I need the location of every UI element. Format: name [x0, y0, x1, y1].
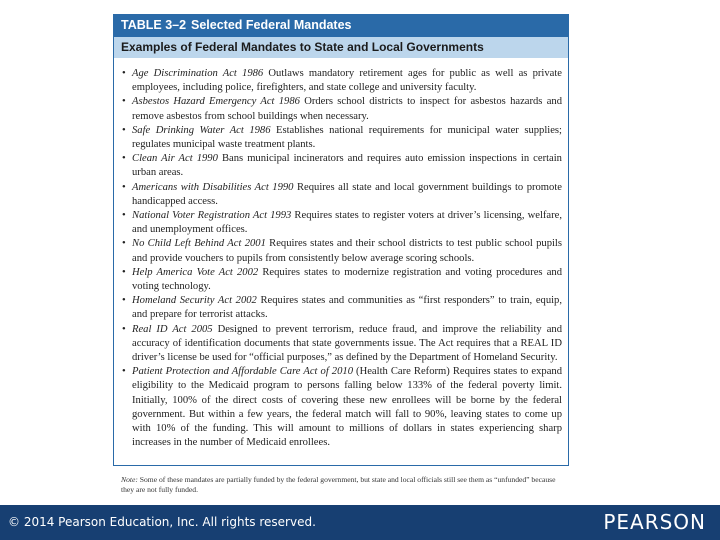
act-name: Clean Air Act 1990 — [132, 153, 218, 165]
act-name: Age Discrimination Act 1986 — [132, 68, 264, 79]
list-item — [122, 266, 562, 294]
note-label: Note: — [121, 475, 138, 484]
bullet-icon: • — [122, 266, 126, 278]
act-name: Safe Drinking Water Act 1986 — [132, 124, 271, 136]
list-item — [122, 95, 562, 123]
list-item — [122, 181, 562, 209]
act-description: Requires states to modernize registration and voting procedures and voting technology. — [132, 266, 562, 293]
act-name: Help America Vote Act 2002 — [132, 266, 259, 278]
bullet-icon: • — [122, 96, 126, 108]
list-item — [122, 365, 562, 450]
list-item — [122, 209, 562, 237]
table-title-bar — [114, 15, 568, 37]
act-description: (Health Care Reform) Requires states to expand eligibility to the Medicaid program to persons falling below 133% of the federal poverty limit. Initially, 100% of the direct costs of covering these new enrollees will be borne by the federal government. But within a few years, the federal match will fall to 90%, leaving states to come up with 10% of the funding. This will amount to millions of dollars in states experiencing sharp increases in the number of Medicaid enrollees. — [132, 366, 562, 449]
list-item — [122, 152, 562, 180]
list-item — [122, 323, 562, 366]
mandate-list — [122, 67, 562, 450]
act-description: Requires all state and local government buildings to promote handicapped access. — [132, 181, 562, 207]
table-title: Selected Federal Mandates — [191, 18, 352, 32]
act-name: Homeland Security Act 2002 — [132, 295, 257, 307]
list-item — [122, 237, 562, 265]
mandates-table — [113, 14, 569, 466]
act-description: Requires states and their school districts to test public school pupils and provide vouchers to pupils from consistently below average scoring schools. — [132, 238, 562, 264]
bullet-icon: • — [122, 153, 126, 165]
act-name: No Child Left Behind Act 2001 — [132, 238, 266, 250]
table-label: TABLE 3–2 — [121, 18, 187, 32]
act-description: Orders school districts to inspect for asbestos hazards and remove asbestos from school buildings when necessary. — [132, 96, 562, 122]
bullet-icon: • — [122, 295, 126, 307]
footer-bar — [0, 505, 720, 540]
act-description: Designed to prevent terrorism, reduce fraud, and improve the reliability and accuracy of identification documents that state governments issue. The Act requires that a REAL ID driver’s license be used for “official purposes,” as defined by the Department of Homeland Security. — [132, 323, 562, 364]
act-name: Patient Protection and Affordable Care Act of 2010 — [132, 366, 353, 378]
note-text: Some of these mandates are partially funded by the federal government, but state and local officials still see them as “unfunded” because they are not fully funded. — [121, 475, 556, 494]
bullet-icon: • — [122, 210, 126, 222]
act-description: Bans municipal incinerators and requires auto emission inspections in certain urban areas. — [132, 153, 562, 179]
act-description: Establishes national requirements for municipal water supplies; regulates municipal waste treatment plants. — [132, 124, 562, 151]
act-description: Requires states to register voters at driver’s licensing, welfare, and unemployment offices. — [132, 210, 562, 236]
act-name: Americans with Disabilities Act 1990 — [132, 181, 294, 193]
bullet-icon: • — [122, 181, 126, 193]
list-item — [122, 294, 562, 322]
pearson-logo: PEARSON — [603, 510, 706, 534]
act-name: Real ID Act 2005 — [132, 323, 213, 335]
act-description: Requires states and communities as “first responders” to train, equip, and prepare for terrorist attacks. — [132, 295, 563, 321]
bullet-icon: • — [122, 124, 126, 136]
act-name: National Voter Registration Act 1993 — [132, 210, 292, 222]
bullet-icon: • — [122, 323, 126, 335]
bullet-icon: • — [122, 68, 126, 79]
copyright-text: © 2014 Pearson Education, Inc. All rights reserved. — [8, 515, 316, 529]
table-subtitle: Examples of Federal Mandates to State and Local Governments — [121, 40, 484, 54]
bullet-icon: • — [122, 238, 126, 250]
act-name: Asbestos Hazard Emergency Act 1986 — [132, 96, 300, 108]
list-item — [122, 67, 562, 95]
list-item — [122, 124, 562, 152]
act-description: Outlaws mandatory retirement ages for public as well as private employees, including police, firefighters, and state college and university faculty. — [132, 68, 562, 94]
bullet-icon: • — [122, 366, 126, 378]
table-subtitle-bar — [114, 37, 568, 58]
table-note — [121, 475, 561, 495]
